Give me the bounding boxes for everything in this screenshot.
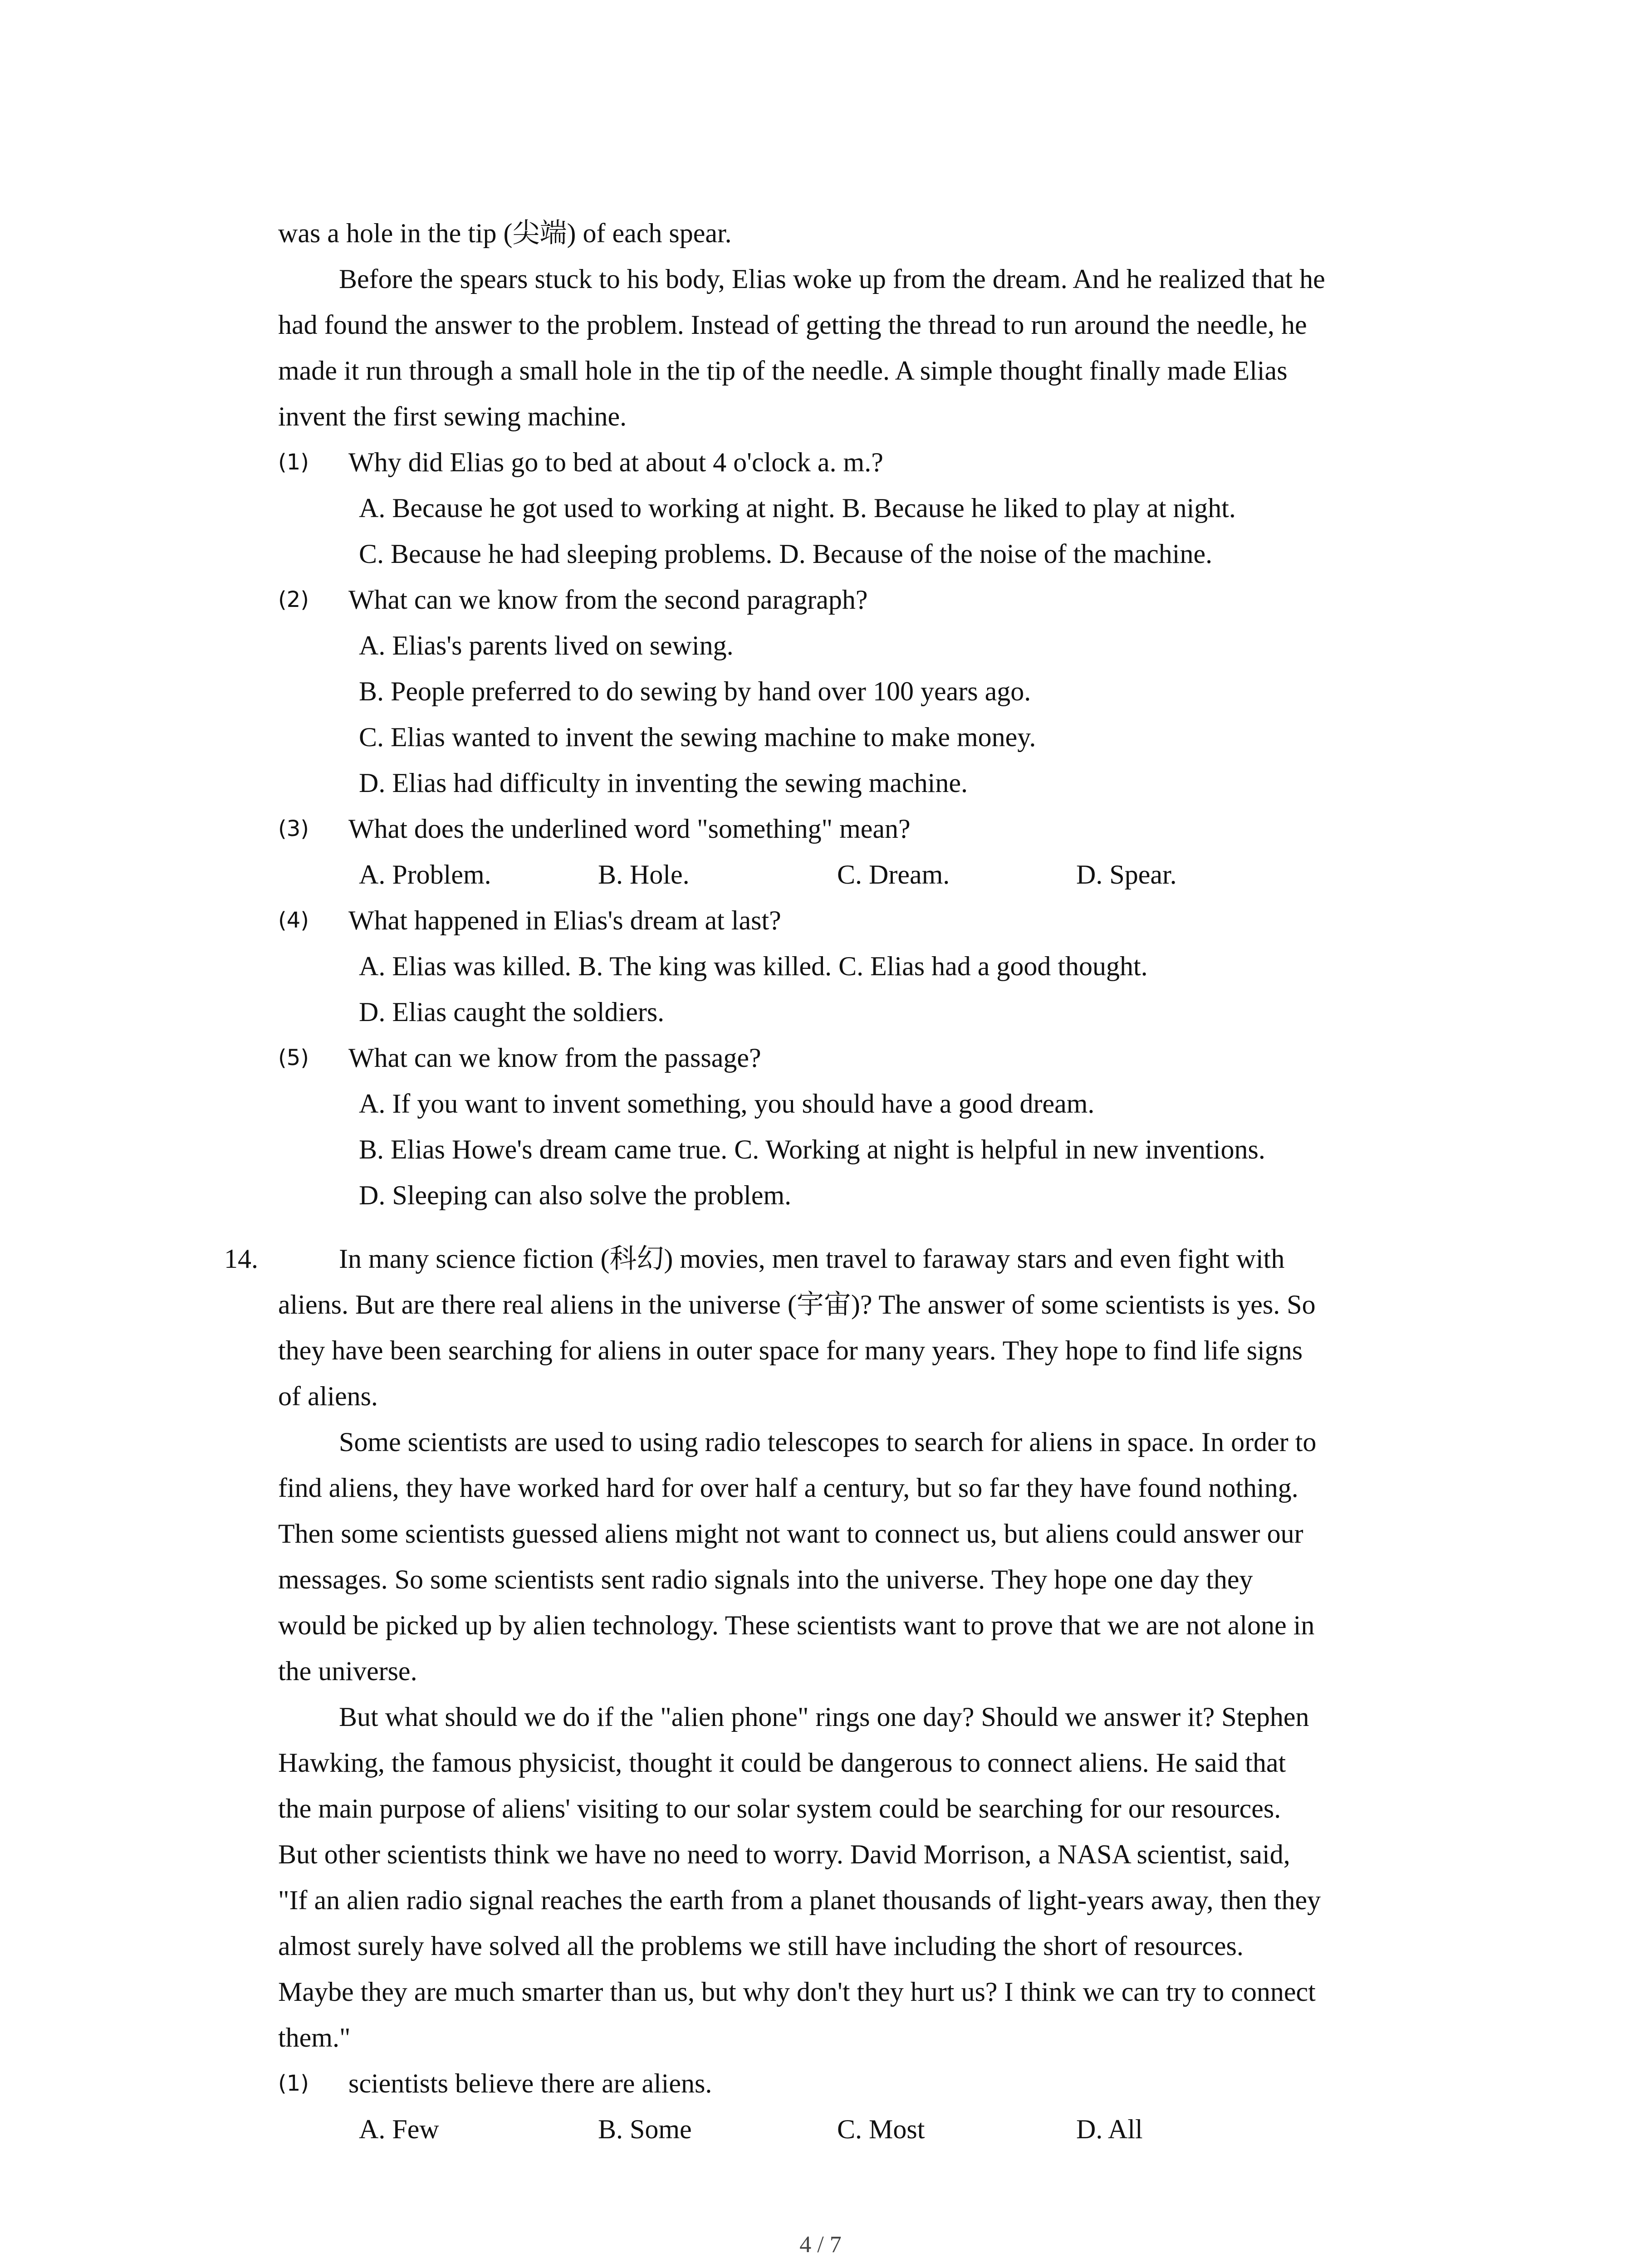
paragraph-line: Hawking, the famous physicist, thought it could be dangerous to connect aliens. He said that: [278, 1748, 1286, 1778]
question-4: [278, 898, 1458, 943]
option-c: C. Most: [837, 2114, 925, 2144]
paragraph-line: Maybe they are much smarter than us, but why don't they hurt us? I think we can try to connect: [278, 1977, 1316, 2007]
option-line: C. Elias wanted to invent the sewing machine to make money.: [359, 722, 1036, 752]
question-text: What can we know from the passage?: [348, 1043, 761, 1073]
item-14: [224, 1236, 1458, 2152]
paragraph-line: Before the spears stuck to his body, Elias woke up from the dream. And he realized that he: [339, 264, 1325, 294]
option-d: D. All: [1076, 2114, 1143, 2144]
option-b: B. Hole.: [598, 860, 690, 890]
paragraph-line: aliens. But are there real aliens in the universe (宇宙)? The answer of some scientists is yes. So: [278, 1290, 1316, 1320]
option-row: [278, 852, 1458, 898]
option-line: A. Elias's parents lived on sewing.: [359, 631, 734, 660]
question-5: [278, 1035, 1458, 1081]
item-number: 14.: [224, 1244, 258, 1274]
question-3: [278, 806, 1458, 852]
paragraph-line: But other scientists think we have no need to worry. David Morrison, a NASA scientist, said,: [278, 1839, 1290, 1869]
paragraph-line: invent the first sewing machine.: [278, 401, 627, 431]
option-line: D. Sleeping can also solve the problem.: [359, 1180, 792, 1210]
paragraph-line: made it run through a small hole in the tip of the needle. A simple thought finally made Elias: [278, 356, 1288, 386]
option-line: A. Because he got used to working at night. B. Because he liked to play at night.: [359, 493, 1236, 523]
paragraph-line: But what should we do if the "alien phone" rings one day? Should we answer it? Stephen: [339, 1702, 1309, 1732]
question-number: (3): [278, 816, 309, 841]
question-2: [278, 577, 1458, 623]
option-line: D. Elias caught the soldiers.: [359, 997, 665, 1027]
option-a: A. Problem.: [359, 860, 491, 890]
question-1: [278, 440, 1458, 485]
question-text: What happened in Elias's dream at last?: [348, 905, 781, 935]
option-row: [278, 2107, 1458, 2152]
question-text: What can we know from the second paragraph?: [348, 585, 868, 615]
paragraph-line: the universe.: [278, 1656, 417, 1686]
question-number: (1): [278, 450, 309, 475]
option-line: B. Elias Howe's dream came true. C. Working at night is helpful in new inventions.: [359, 1134, 1265, 1164]
paragraph-line: messages. So some scientists sent radio signals into the universe. They hope one day they: [278, 1564, 1253, 1594]
option-a: A. Few: [359, 2114, 439, 2144]
paragraph-line: them.": [278, 2023, 351, 2053]
question-number: (1): [278, 2071, 309, 2096]
option-c: C. Dream.: [837, 860, 950, 890]
item-14-body: [278, 1236, 1458, 2152]
paragraph-line: of aliens.: [278, 1381, 378, 1411]
question-text: scientists believe there are aliens.: [348, 2068, 712, 2098]
option-line: B. People preferred to do sewing by hand over 100 years ago.: [359, 676, 1031, 706]
question-number: (5): [278, 1045, 309, 1070]
paragraph-line: they have been searching for aliens in outer space for many years. They hope to find life signs: [278, 1335, 1303, 1365]
paragraph-line: would be picked up by alien technology. These scientists want to prove that we are not alone in: [278, 1610, 1315, 1640]
page-number: 4 / 7: [799, 2232, 842, 2258]
option-b: B. Some: [598, 2114, 692, 2144]
question-text: Why did Elias go to bed at about 4 o'clock a. m.?: [348, 447, 883, 477]
paragraph-line: "If an alien radio signal reaches the earth from a planet thousands of light-years away, then they: [278, 1885, 1321, 1915]
option-line: C. Because he had sleeping problems. D. Because of the noise of the machine.: [359, 539, 1213, 569]
paragraph-line: Some scientists are used to using radio telescopes to search for aliens in space. In order to: [339, 1427, 1317, 1457]
question-number: (2): [278, 587, 309, 612]
item-14-question-1: [278, 2061, 1458, 2107]
paragraph-line: find aliens, they have worked hard for over half a century, but so far they have found nothing.: [278, 1473, 1298, 1503]
question-number: (4): [278, 908, 309, 933]
continued-passage: [278, 210, 1458, 1218]
paragraph-line: In many science fiction (科幻) movies, men travel to faraway stars and even fight with: [339, 1244, 1285, 1274]
option-d: D. Spear.: [1076, 860, 1177, 890]
paragraph-line: Then some scientists guessed aliens might not want to connect us, but aliens could answer our: [278, 1519, 1303, 1549]
paragraph-line: the main purpose of aliens' visiting to our solar system could be searching for our resources.: [278, 1794, 1281, 1823]
paragraph-line: had found the answer to the problem. Instead of getting the thread to run around the needle, he: [278, 310, 1307, 340]
question-text: What does the underlined word "something" mean?: [348, 814, 911, 844]
option-line: A. Elias was killed. B. The king was killed. C. Elias had a good thought.: [359, 951, 1148, 981]
option-line: A. If you want to invent something, you should have a good dream.: [359, 1089, 1095, 1119]
paragraph-line: almost surely have solved all the problems we still have including the short of resources.: [278, 1931, 1244, 1961]
paragraph-line: was a hole in the tip (尖端) of each spear.: [278, 218, 732, 248]
option-line: D. Elias had difficulty in inventing the sewing machine.: [359, 768, 968, 798]
